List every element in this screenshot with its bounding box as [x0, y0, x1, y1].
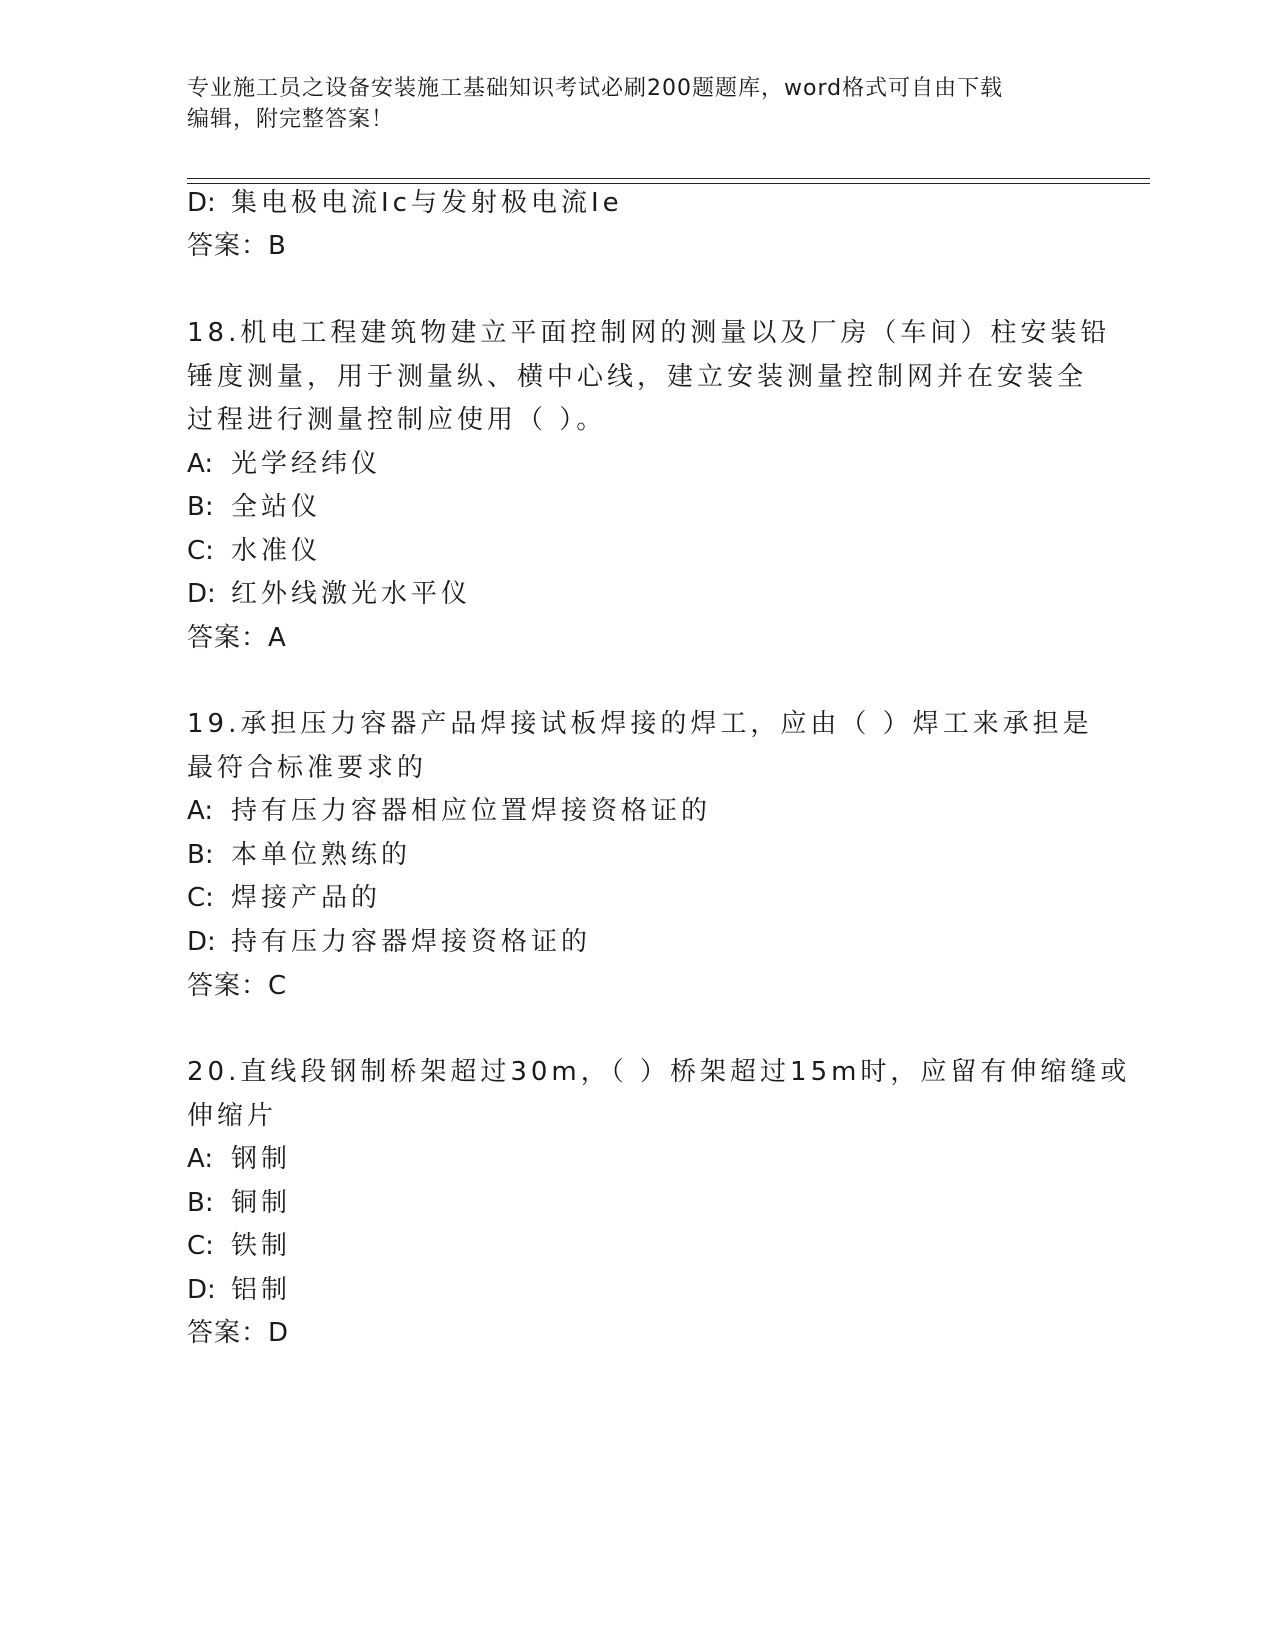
option-text: 铁制: [231, 1231, 292, 1261]
answer-line: 答案：C: [187, 971, 288, 1001]
option-line: [187, 839, 1087, 871]
option-text: 本单位熟练的: [231, 840, 412, 870]
option-label: D:: [187, 927, 216, 957]
option-label: B:: [187, 1188, 214, 1218]
option-label: B:: [187, 840, 214, 870]
option-label: D:: [187, 1275, 216, 1305]
option-line: [187, 1143, 1087, 1175]
option-text: 持有压力容器焊接资格证的: [231, 927, 592, 957]
option-text: 钢制: [231, 1144, 292, 1174]
option-line: [187, 1274, 1087, 1306]
option-line: [187, 448, 1087, 480]
option-label: C:: [187, 1231, 214, 1261]
option-text: 光学经纬仪: [231, 449, 382, 479]
option-line: [187, 187, 1087, 219]
document-header: [187, 73, 1067, 135]
header-line-1: 专业施工员之设备安装施工基础知识考试必刷200题题库，word格式可自由下载: [187, 76, 1004, 101]
option-line: [187, 578, 1087, 610]
option-line: [187, 491, 1087, 523]
header-divider-bottom: [187, 183, 1150, 184]
question-19-line-1: 19.承担压力容器产品焊接试板焊接的焊工，应由（ ）焊工来承担是: [187, 709, 1093, 739]
option-label: A:: [187, 449, 214, 479]
option-label: C:: [187, 536, 214, 566]
option-text: 持有压力容器相应位置焊接资格证的: [231, 796, 712, 826]
option-text: 全站仪: [231, 492, 322, 522]
question-20-line-2: 伸缩片: [187, 1101, 278, 1131]
option-label: A:: [187, 796, 214, 826]
option-line: [187, 882, 1087, 914]
option-label: D:: [187, 579, 216, 609]
header-divider-top: [187, 178, 1150, 179]
option-line: [187, 795, 1087, 827]
option-line: [187, 1230, 1087, 1262]
question-18-line-2: 锤度测量，用于测量纵、横中心线，建立安装测量控制网并在安装全: [187, 362, 1088, 392]
answer-line: 答案：B: [187, 231, 287, 261]
option-line: [187, 1187, 1087, 1219]
question-20-line-1: 20.直线段钢制桥架超过30m，（ ）桥架超过15m时，应留有伸缩缝或: [187, 1057, 1131, 1087]
option-label: B:: [187, 492, 214, 522]
question-18-line-3: 过程进行测量控制应使用（ ）。: [187, 405, 607, 435]
option-text: 红外线激光水平仪: [231, 579, 472, 609]
answer-line: 答案：A: [187, 623, 287, 653]
question-19-line-2: 最符合标准要求的: [187, 753, 428, 783]
option-label: D:: [187, 188, 216, 218]
option-text: 集电极电流Ic与发射极电流Ie: [231, 188, 623, 218]
header-line-2: 编辑，附完整答案！: [187, 107, 395, 132]
option-text: 铝制: [231, 1275, 292, 1305]
option-line: [187, 926, 1087, 958]
option-text: 水准仪: [231, 536, 322, 566]
option-text: 焊接产品的: [231, 883, 382, 913]
option-label: A:: [187, 1144, 214, 1174]
question-18-line-1: 18.机电工程建筑物建立平面控制网的测量以及厂房（车间）柱安装铅: [187, 318, 1111, 348]
option-label: C:: [187, 883, 214, 913]
answer-line: 答案：D: [187, 1318, 290, 1348]
option-text: 铜制: [231, 1188, 292, 1218]
option-line: [187, 535, 1087, 567]
